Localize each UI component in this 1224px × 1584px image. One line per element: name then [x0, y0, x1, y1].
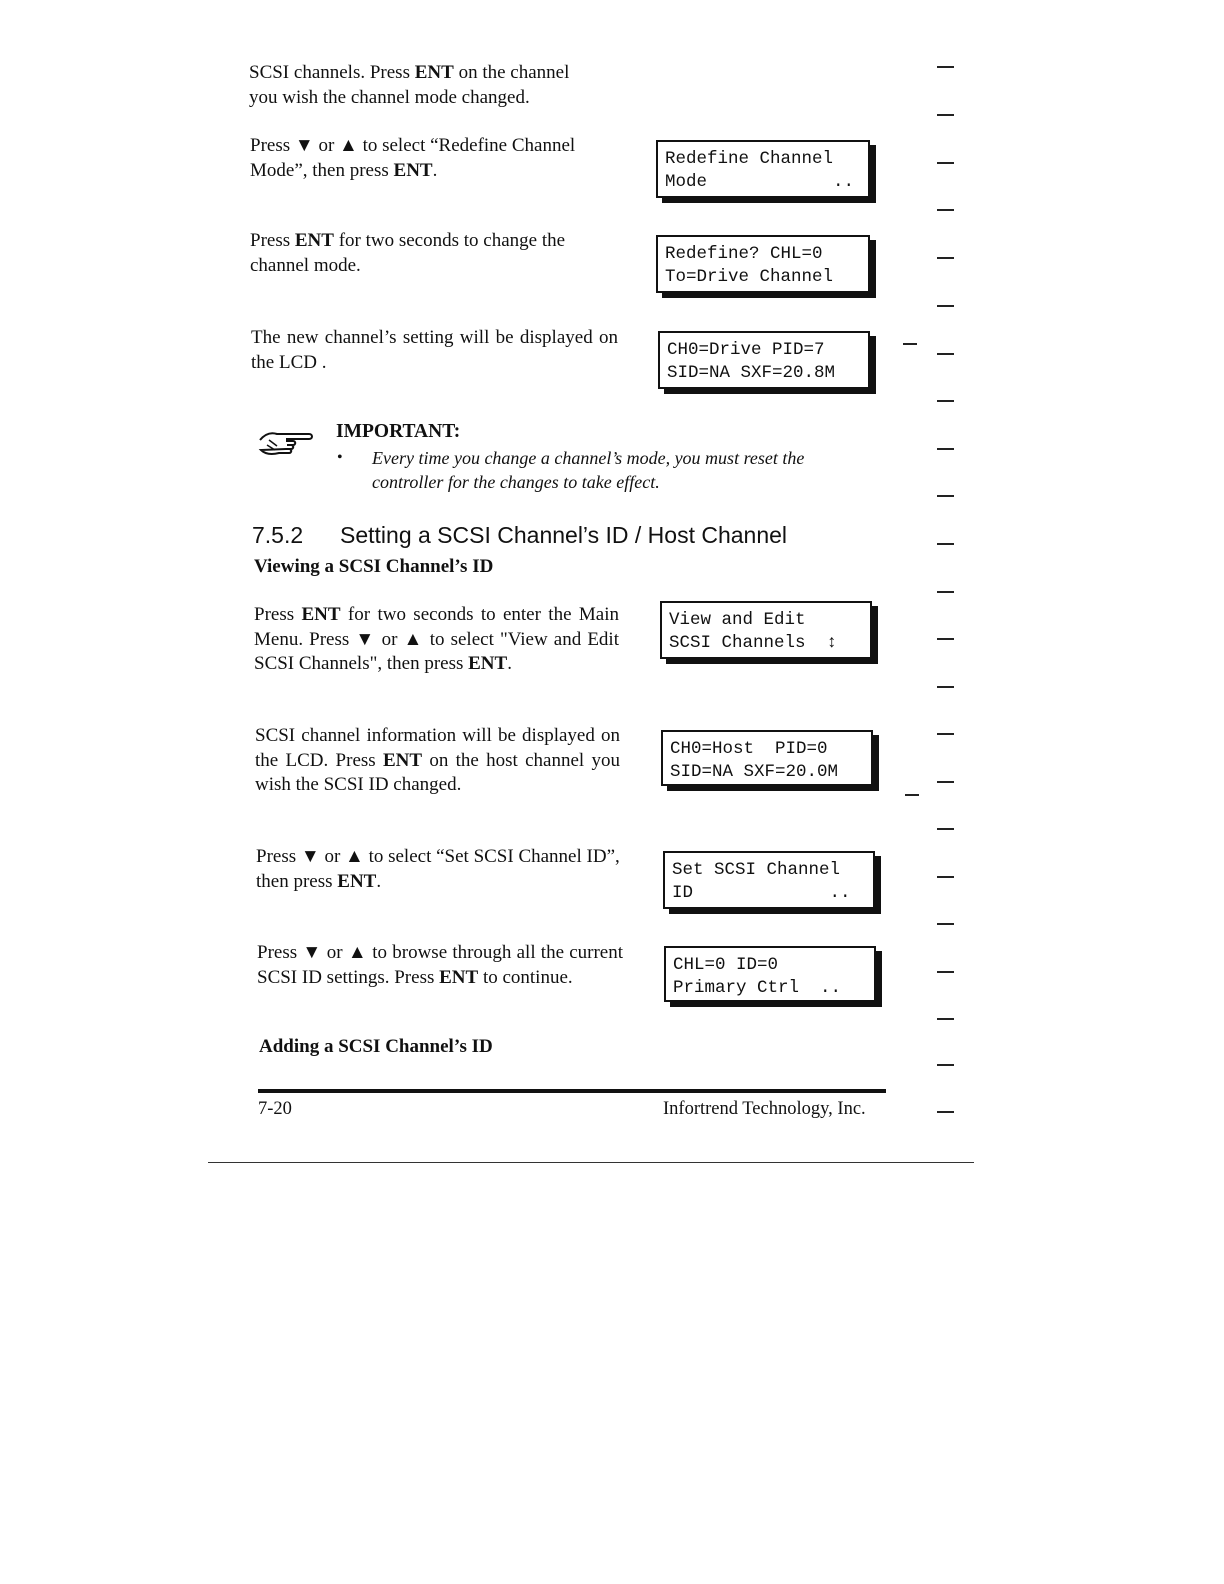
margin-mark [937, 257, 954, 259]
margin-mark [937, 305, 954, 307]
bullet: • [337, 449, 343, 466]
down-arrow-icon: ▼ [355, 628, 376, 650]
margin-mark [937, 876, 954, 878]
lcd-line: CHL=0 ID=0 [673, 955, 779, 975]
lcd-line: SID=NA SXF=20.8M [667, 362, 836, 383]
lcd-redefine-confirm [656, 235, 870, 293]
margin-mark [937, 495, 954, 497]
margin-mark [937, 353, 954, 355]
lcd-line: Mode .. [665, 171, 855, 192]
margin-mark [937, 591, 954, 593]
page-edge-line [208, 1162, 974, 1163]
step-channel-info-text: SCSI channel information will be displayed on the LCD. Press ENT on the host channel you wish the SCSI ID changed. [255, 725, 620, 795]
section-number: 7.5.2 [252, 522, 304, 548]
important-text: Every time you change a channel’s mode, you must reset the controller for the changes to take effect. [372, 448, 805, 492]
margin-mark [937, 543, 954, 545]
up-arrow-icon: ▲ [339, 135, 358, 156]
up-arrow-icon: ▲ [403, 628, 424, 650]
lcd-line: SID=NA SXF=20.0M [670, 761, 839, 782]
lcd-browse-ids [664, 946, 876, 1002]
margin-mark [937, 400, 954, 402]
margin-mark [937, 1111, 954, 1113]
pointing-hand-icon [257, 426, 315, 462]
margin-mark [937, 733, 954, 735]
down-arrow-icon: ▼ [294, 135, 314, 156]
section-heading [252, 522, 787, 549]
up-arrow-icon: ▲ [347, 942, 368, 963]
margin-mark [937, 638, 954, 640]
margin-mark [937, 686, 954, 688]
subheading-adding: Adding a SCSI Channel’s ID [259, 1036, 493, 1057]
section-title: Setting a SCSI Channel’s ID / Host Channel [340, 522, 788, 548]
lcd-view-edit-scsi [660, 601, 872, 659]
lcd-set-scsi-channel-id [663, 851, 875, 909]
margin-mark [903, 343, 917, 345]
margin-mark [937, 448, 954, 450]
footer-rule [258, 1089, 886, 1093]
margin-mark [905, 794, 919, 796]
subheading-viewing: Viewing a SCSI Channel’s ID [254, 556, 494, 577]
lcd-line: To=Drive Channel [665, 266, 834, 287]
down-arrow-icon: ▼ [302, 942, 322, 963]
lcd-line: View and Edit [669, 610, 806, 630]
down-arrow-icon: ▼ [300, 846, 320, 867]
lcd-redefine-channel-mode [656, 140, 870, 198]
margin-mark [937, 971, 954, 973]
step-new-setting-text: The new channel’s setting will be displayed on the LCD . [251, 327, 618, 373]
up-arrow-icon: ▲ [345, 846, 364, 867]
margin-mark [937, 162, 954, 164]
lcd-line: CH0=Host PID=0 [670, 739, 828, 759]
lcd-new-channel-setting [658, 331, 870, 389]
lcd-line: Set SCSI Channel [672, 860, 841, 880]
footer-company: Infortrend Technology, Inc. [663, 1099, 866, 1119]
margin-mark [937, 1064, 954, 1066]
lcd-channel-info [661, 730, 873, 786]
step-redefine-confirm-text: Press ENT for two seconds to change the channel mode. [250, 230, 566, 276]
step-redefine-select-text: Press ▼ or ▲ to select “Redefine Channel Mode”, then press ENT. [250, 135, 576, 181]
important-title: IMPORTANT: [336, 421, 461, 442]
margin-mark [937, 923, 954, 925]
lcd-line: Redefine Channel [665, 149, 834, 169]
lcd-line: Primary Ctrl .. [673, 977, 842, 998]
margin-mark [937, 209, 954, 211]
lcd-line: CH0=Drive PID=7 [667, 340, 825, 360]
margin-mark [937, 828, 954, 830]
step-browse-text: Press ▼ or ▲ to browse through all the current SCSI ID settings. Press ENT to continue. [257, 942, 624, 988]
lcd-line: SCSI Channels ↕ [669, 632, 838, 653]
step-set-id-text: Press ▼ or ▲ to select “Set SCSI Channel ID”, then press ENT. [256, 846, 620, 892]
margin-mark [937, 781, 954, 783]
step-view-edit-text: Press ENT for two seconds to enter the Main Menu. Press ▼ or ▲ to select "View and Edit SCSI Channels", then press ENT. [254, 604, 619, 674]
lcd-line: Redefine? CHL=0 [665, 244, 823, 264]
lcd-line: ID .. [672, 882, 851, 903]
page-number: 7-20 [258, 1099, 292, 1119]
margin-mark [937, 66, 954, 68]
margin-mark [937, 114, 954, 116]
margin-mark [937, 1018, 954, 1020]
intro-paragraph: SCSI channels. Press ENT on the channel you wish the channel mode changed. [249, 62, 570, 108]
